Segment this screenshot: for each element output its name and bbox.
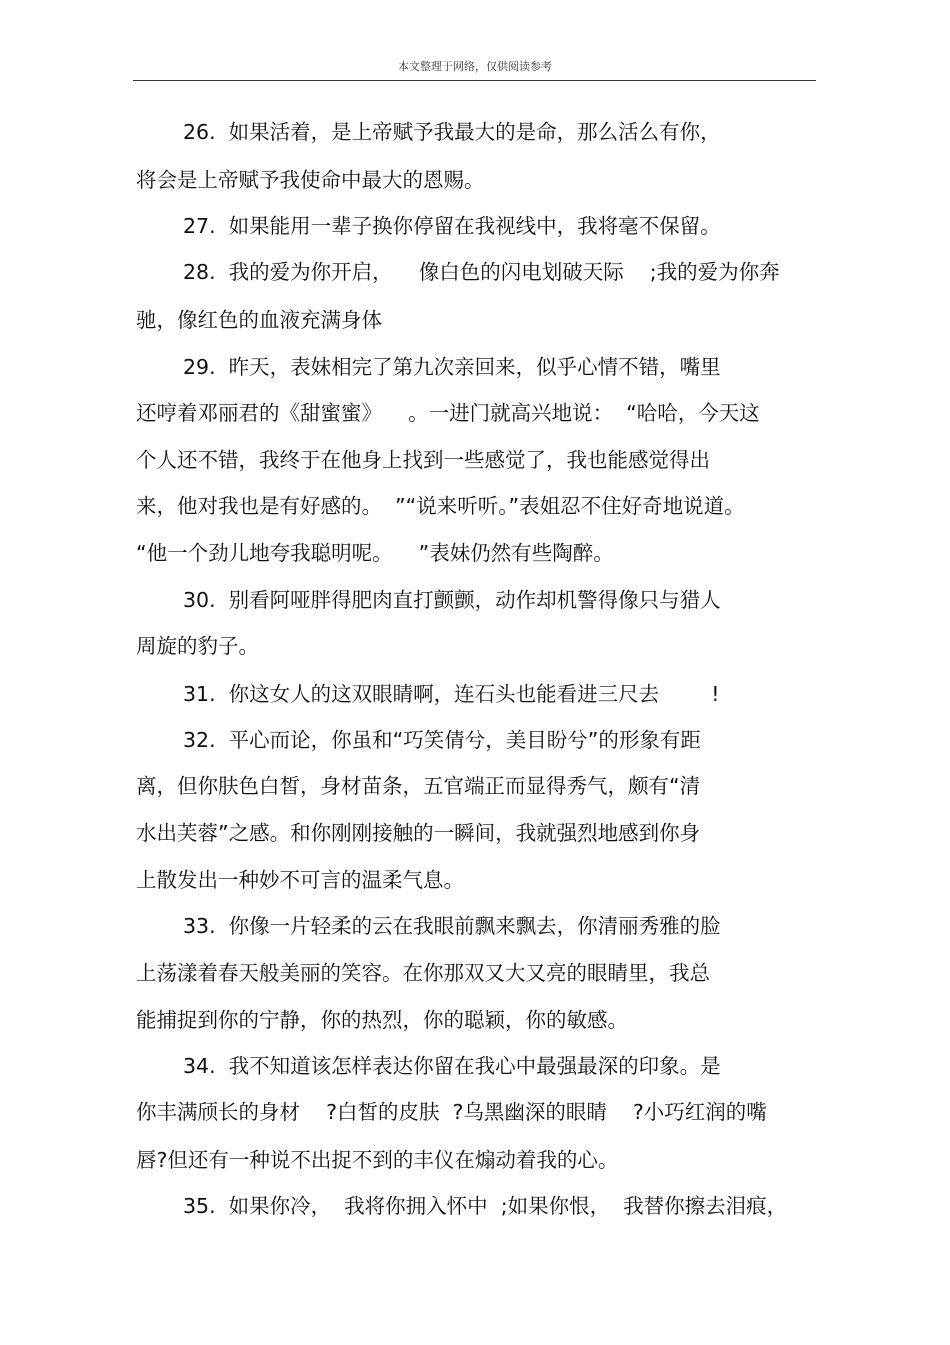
text-line-28b: 驰，像红色的血液充满身体 [136, 308, 382, 332]
text-line-29a: 29. 昨天，表妹相完了第九次亲回来，似乎心情不错，嘴里 [183, 355, 721, 379]
text-line-33a: 33. 你像一片轻柔的云在我眼前飘来飘去，你清丽秀雅的脸 [183, 914, 721, 938]
text-line-31: 31. 你这女人的这双眼睛啊，连石头也能看进三尺去 ! [183, 682, 720, 706]
text-line-29e: “他一个劲儿地夸我聪明呢。 ”表妹仍然有些陶醉。 [136, 541, 614, 565]
text-line-28a: 28. 我的爱为你开启， 像白色的闪电划破天际 ;我的爱为你奔 [183, 260, 780, 284]
text-line-32d: 上散发出一种妙不可言的温柔气息。 [136, 868, 464, 892]
text-line-33b: 上荡漾着春天般美丽的笑容。在你那双又大又亮的眼睛里，我总 [136, 961, 710, 985]
text-line-29d: 来，他对我也是有好感的。 ”“说来听听。”表姐忍不住好奇地说道。 [136, 494, 745, 518]
text-line-34c: 唇?但还有一种说不出捉不到的丰仪在煽动着我的心。 [136, 1148, 619, 1172]
text-line-32b: 离，但你肤色白皙，身材苗条，五官端正而显得秀气，颇有“清 [136, 774, 701, 798]
text-line-32c: 水出芙蓉”之感。和你刚刚接触的一瞬间，我就强烈地感到你身 [136, 821, 701, 845]
text-line-27: 27. 如果能用一辈子换你停留在我视线中，我将毫不保留。 [183, 214, 721, 238]
text-line-33c: 能捕捉到你的宁静，你的热烈，你的聪颖，你的敏感。 [136, 1008, 628, 1032]
text-line-34a: 34. 我不知道该怎样表达你留在我心中最强最深的印象。是 [183, 1054, 721, 1078]
text-line-32a: 32. 平心而论，你虽和“巧笑倩兮，美目盼兮”的形象有距 [183, 728, 701, 752]
text-line-30b: 周旋的豹子。 [136, 634, 259, 658]
page-header: 本文整理于网络，仅供阅读参考 [398, 60, 552, 73]
header-divider [133, 80, 816, 81]
text-line-26a: 26. 如果活着，是上帝赋予我最大的是命，那么活么有你， [183, 120, 721, 144]
text-line-34b: 你丰满颀长的身材 ?白皙的皮肤 ?乌黑幽深的眼睛 ?小巧红润的嘴 [136, 1100, 767, 1124]
text-line-30a: 30. 别看阿哑胖得肥肉直打颤颤，动作却机警得像只与猎人 [183, 588, 721, 612]
text-line-29b: 还哼着邓丽君的《甜蜜蜜》 。一进门就高兴地说： “哈哈，今天这 [136, 401, 760, 425]
text-line-26b: 将会是上帝赋予我使命中最大的恩赐。 [136, 168, 485, 192]
text-line-29c: 个人还不错，我终于在他身上找到一些感觉了，我也能感觉得出 [136, 448, 710, 472]
text-line-35: 35. 如果你冷， 我将你拥入怀中 ;如果你恨， 我替你擦去泪痕， [183, 1194, 788, 1218]
